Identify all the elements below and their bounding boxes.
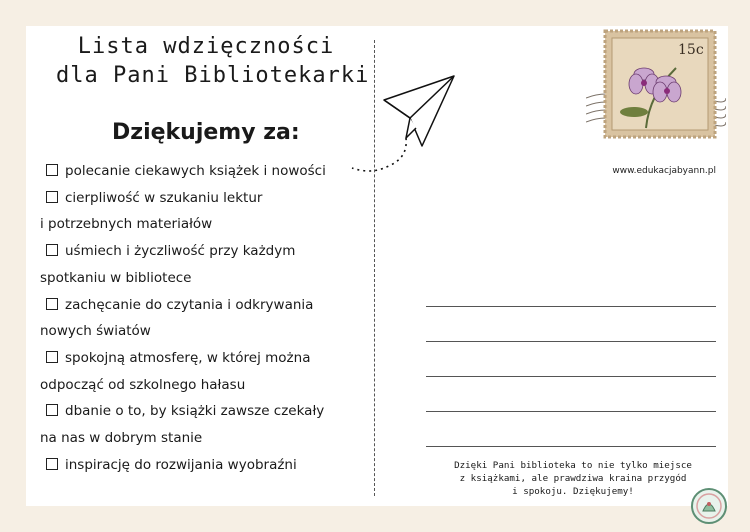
brand-logo-icon	[690, 487, 728, 525]
postcard	[26, 26, 728, 506]
list-item: cierpliwość w szukaniu lektur	[40, 185, 370, 212]
title-line-2: dla Pani Bibliotekarki	[56, 63, 370, 88]
address-line	[426, 307, 716, 342]
list-item-continuation: nowych światów	[40, 323, 151, 340]
checkbox-icon	[46, 458, 58, 470]
list-item-continuation: odpocząć od szkolnego hałasu	[40, 376, 246, 393]
list-item-continuation: spotkaniu w bibliotece	[40, 269, 192, 286]
subtitle: Dziękujemy za:	[112, 120, 300, 145]
address-line	[426, 412, 716, 447]
address-line	[426, 342, 716, 377]
page-title	[56, 32, 370, 90]
checkbox-icon	[46, 191, 58, 203]
list-item: spokojną atmosferę, w której można	[40, 345, 370, 372]
stamp-price: 15c	[678, 42, 704, 58]
footer-line-1: Dzięki Pani biblioteka to nie tylko miejsce	[454, 460, 692, 471]
footer-line-2: z książkami, ale prawdziwa kraina przygód	[459, 473, 687, 484]
title-line-1: Lista wdzięczności	[77, 34, 335, 59]
paper-plane-icon	[344, 68, 474, 178]
footer-message	[412, 459, 734, 498]
orchid-stamp-icon	[586, 28, 726, 140]
checkbox-icon	[46, 404, 58, 416]
checkbox-icon	[46, 298, 58, 310]
checkbox-icon	[46, 351, 58, 363]
address-lines	[426, 272, 716, 447]
footer-line-3: i spokoju. Dziękujemy!	[512, 486, 634, 497]
gratitude-list	[40, 158, 370, 478]
list-item: dbanie o to, by książki zawsze czekały	[40, 398, 370, 425]
list-item: uśmiech i życzliwość przy każdym	[40, 238, 370, 265]
checkbox-icon	[46, 244, 58, 256]
website-url: www.edukacjabyann.pl	[612, 166, 716, 176]
address-line	[426, 377, 716, 412]
list-item-continuation: na nas w dobrym stanie	[40, 430, 203, 447]
list-item: inspirację do rozwijania wyobraźni	[40, 452, 370, 479]
address-line	[426, 272, 716, 307]
checkbox-icon	[46, 164, 58, 176]
list-item: zachęcanie do czytania i odkrywania	[40, 292, 370, 319]
list-item: polecanie ciekawych książek i nowości	[40, 158, 370, 185]
list-item-continuation: i potrzebnych materiałów	[40, 216, 213, 233]
